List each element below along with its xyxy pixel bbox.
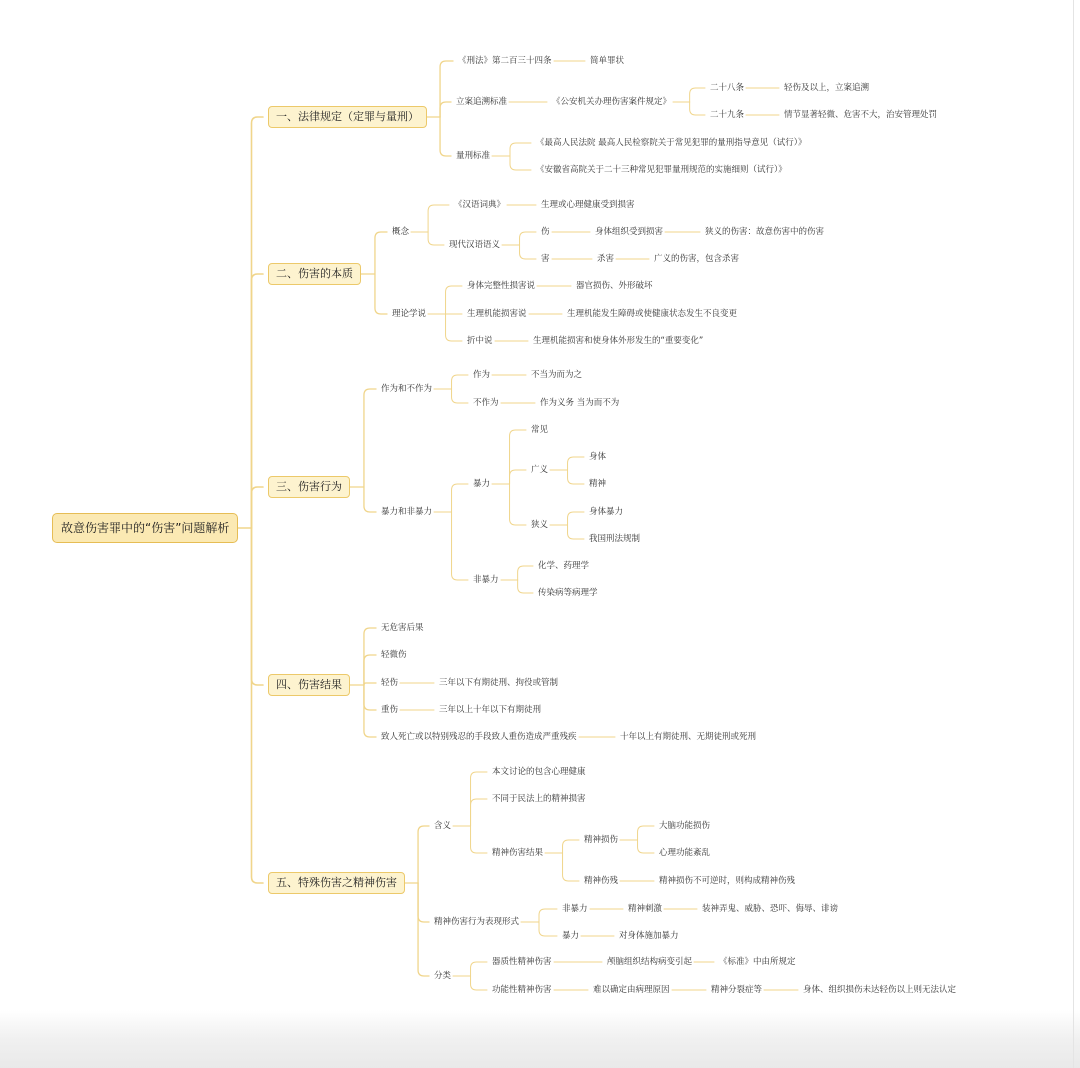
- topic-node-3-4[interactable]: 致人死亡或以特别残忍的手段致人重伤造成严重残疾: [381, 732, 577, 742]
- topic-node-3-2-0[interactable]: 三年以下有期徒刑、拘役或管制: [439, 678, 559, 688]
- topic-node-1[interactable]: 二、伤害的本质: [268, 263, 361, 285]
- topic-node-4-1[interactable]: 精神伤害行为表现形式: [434, 917, 520, 927]
- connector-3-3: [364, 685, 376, 710]
- topic-node-2-0-0[interactable]: 作为: [473, 370, 491, 380]
- topic-node-4-0-1[interactable]: 不同于民法上的精神损害: [492, 794, 586, 804]
- topic-node-4-2-0-0-0[interactable]: 《标准》中由所规定: [719, 957, 796, 967]
- connector-2-1-0-1-1: [568, 470, 584, 484]
- topic-node-3-3[interactable]: 重伤: [381, 705, 399, 715]
- topic-node-1-1-0[interactable]: 身体完整性损害说: [467, 281, 536, 291]
- topic-node-0-0-0[interactable]: 简单罪状: [590, 56, 625, 66]
- connector-4-0-2-0-0: [638, 826, 654, 840]
- topic-node-2-0[interactable]: 作为和不作为: [381, 384, 433, 394]
- connector-1-0-1-1: [520, 245, 536, 259]
- topic-node-1-0-1[interactable]: 现代汉语语义: [449, 240, 501, 250]
- topic-node-1-0-1-1-0[interactable]: 杀害: [597, 254, 615, 264]
- topic-node-2-0-0-0[interactable]: 不当为而为之: [531, 370, 583, 380]
- connector-1-0-0: [428, 205, 449, 232]
- connector-2-0-0: [452, 375, 468, 389]
- connector-1-0-1: [428, 232, 444, 245]
- topic-node-4-0[interactable]: 含义: [434, 821, 452, 831]
- connector-2-1-1-0: [518, 566, 533, 580]
- connector-4-1-1: [539, 922, 557, 936]
- topic-node-2-0-1[interactable]: 不作为: [473, 398, 499, 408]
- topic-node-0-1-0-1-0[interactable]: 情节显著轻微、危害不大，治安管理处罚: [784, 110, 938, 120]
- topic-node-0-1[interactable]: 立案追溯标准: [456, 97, 508, 107]
- connector-3: [252, 528, 264, 685]
- connector-1-1-2: [446, 314, 462, 341]
- topic-node-2-1-1[interactable]: 非暴力: [473, 575, 499, 585]
- connector-2-0-1: [452, 389, 468, 403]
- topic-node-3[interactable]: 四、伤害结果: [268, 674, 350, 696]
- connector-0-2: [440, 117, 451, 156]
- topic-node-1-1[interactable]: 理论学说: [392, 309, 427, 319]
- connector-2-1-0-1-0: [568, 457, 584, 470]
- connector-1-1-0: [446, 286, 462, 314]
- topic-node-4-2-1-0[interactable]: 难以确定由病理原因: [593, 985, 670, 995]
- connector-4-0-1: [471, 799, 487, 826]
- connector-4-1-0: [539, 909, 557, 922]
- topic-node-2-1-0-2[interactable]: 狭义: [531, 520, 549, 530]
- connector-0-1-0-1: [690, 102, 705, 115]
- topic-node-4-0-2-1[interactable]: 精神伤残: [584, 876, 619, 886]
- connector-0: [252, 117, 264, 528]
- connector-4-0-2-0-1: [638, 840, 654, 853]
- connector-2-1-0: [452, 484, 468, 512]
- topic-node-1-1-1-0[interactable]: 生理机能发生障碍或使健康状态发生不良变更: [567, 309, 738, 319]
- root-topic[interactable]: 故意伤害罪中的“伤害”问题解析: [52, 513, 238, 543]
- topic-node-4-0-2-0-0[interactable]: 大脑功能损伤: [659, 821, 711, 831]
- topic-node-0-2-0[interactable]: 《最高人民法院 最高人民检察院关于常见犯罪的量刑指导意见（试行）》: [536, 138, 807, 148]
- topic-node-1-0-1-1-0-0[interactable]: 广义的伤害，包含杀害: [654, 254, 740, 264]
- topic-node-4-0-0[interactable]: 本文讨论的包含心理健康: [492, 767, 586, 777]
- connector-1-0-1-0: [520, 232, 536, 245]
- connector-2-1-0-2-1: [568, 525, 584, 539]
- connector-2: [252, 487, 264, 528]
- connector-4-2: [418, 883, 429, 976]
- topic-node-4-1-0-0-0[interactable]: 装神弄鬼、威胁、恐吓、侮辱、诽谤: [702, 904, 839, 914]
- topic-node-1-1-1[interactable]: 生理机能损害说: [467, 309, 527, 319]
- connector-3-4: [364, 685, 376, 737]
- topic-node-2-1-0[interactable]: 暴力: [473, 479, 491, 489]
- topic-node-4-0-2-1-0[interactable]: 精神损伤不可逆时，则构成精神伤残: [659, 876, 796, 886]
- connector-2-1-0-2-0: [568, 512, 584, 525]
- topic-node-3-1[interactable]: 轻微伤: [381, 650, 407, 660]
- topic-node-1-0[interactable]: 概念: [392, 227, 410, 237]
- topic-node-2-1-1-0[interactable]: 化学、药理学: [538, 561, 590, 571]
- topic-node-2-1-0-0[interactable]: 常见: [531, 425, 549, 435]
- connector-4-1: [418, 883, 429, 922]
- topic-node-4-2-0-0[interactable]: 颅脑组织结构病变引起: [607, 957, 693, 967]
- topic-node-3-2[interactable]: 轻伤: [381, 678, 399, 688]
- connector-0-1: [440, 102, 451, 117]
- connector-4: [252, 528, 264, 883]
- topic-node-0[interactable]: 一、法律规定（定罪与量刑）: [268, 106, 427, 128]
- connector-4-2-1: [471, 976, 487, 990]
- topic-node-1-0-0-0[interactable]: 生理或心理健康受到损害: [541, 200, 635, 210]
- topic-node-4-0-2-0-1[interactable]: 心理功能紊乱: [659, 848, 711, 858]
- connector-4-0-2-1: [563, 853, 579, 881]
- topic-node-3-3-0[interactable]: 三年以上十年以下有期徒刑: [439, 705, 542, 715]
- connector-0-0: [440, 61, 453, 117]
- connector-1-1: [375, 274, 387, 314]
- topic-node-4-2-1[interactable]: 功能性精神伤害: [492, 985, 552, 995]
- topic-node-2-0-1-0[interactable]: 作为义务 当为而不为: [540, 398, 620, 408]
- topic-node-2-1[interactable]: 暴力和非暴力: [381, 507, 433, 517]
- topic-node-2-1-0-2-0[interactable]: 身体暴力: [589, 507, 624, 517]
- topic-node-4-1-1[interactable]: 暴力: [562, 931, 580, 941]
- connector-4-2-0: [471, 962, 487, 976]
- topic-node-4-2-1-0-0-0[interactable]: 身体、组织损伤未达轻伤以上则无法认定: [803, 985, 957, 995]
- connector-2-0: [364, 389, 376, 487]
- connector-3-1: [364, 655, 376, 685]
- topic-node-2[interactable]: 三、伤害行为: [268, 476, 350, 498]
- topic-node-2-1-0-1-0[interactable]: 身体: [589, 452, 607, 462]
- topic-node-1-0-1-1[interactable]: 害: [541, 254, 550, 264]
- topic-node-4[interactable]: 五、特殊伤害之精神伤害: [268, 872, 405, 894]
- topic-node-1-0-1-0[interactable]: 伤: [541, 227, 550, 237]
- topic-node-1-1-2[interactable]: 折中说: [467, 336, 493, 346]
- topic-node-2-1-0-1-1[interactable]: 精神: [589, 479, 607, 489]
- topic-node-4-2-0[interactable]: 器质性精神伤害: [492, 957, 552, 967]
- connector-1: [252, 274, 264, 528]
- topic-node-2-1-1-1[interactable]: 传染病等病理学: [538, 588, 598, 598]
- connector-0-2-1: [510, 156, 531, 170]
- topic-node-0-1-0[interactable]: 《公安机关办理伤害案件规定》: [552, 97, 672, 107]
- connector-2-1-0-2: [510, 484, 526, 525]
- connector-4-0-2-0: [563, 840, 579, 853]
- topic-node-1-1-0-0[interactable]: 器官损伤、外形破坏: [576, 281, 653, 291]
- topic-node-0-1-0-0-0[interactable]: 轻伤及以上，立案追溯: [784, 83, 870, 93]
- connector-4-0-2: [471, 826, 487, 853]
- topic-node-0-1-0-0[interactable]: 二十八条: [710, 83, 745, 93]
- connector-0-2-0: [510, 143, 531, 156]
- connector-4-0: [418, 826, 429, 883]
- connector-3-2: [364, 683, 376, 685]
- topic-node-0-0[interactable]: 《刑法》第二百三十四条: [458, 56, 552, 66]
- topic-node-3-4-0[interactable]: 十年以上有期徒刑、无期徒刑或死刑: [620, 732, 757, 742]
- topic-node-4-2-1-0-0[interactable]: 精神分裂症等: [711, 985, 763, 995]
- topic-node-4-0-2[interactable]: 精神伤害结果: [492, 848, 544, 858]
- topic-node-0-2-1[interactable]: 《安徽省高院关于二十三种常见犯罪量刑规范的实施细则（试行）》: [536, 165, 787, 175]
- topic-node-1-0-0[interactable]: 《汉语词典》: [454, 200, 506, 210]
- topic-node-0-2[interactable]: 量刑标准: [456, 151, 491, 161]
- topic-node-4-1-0-0[interactable]: 精神刺激: [628, 904, 663, 914]
- topic-node-2-1-0-1[interactable]: 广义: [531, 465, 549, 475]
- connector-2-1-1: [452, 512, 468, 580]
- topic-node-0-1-0-1[interactable]: 二十九条: [710, 110, 745, 120]
- topic-node-4-0-2-0[interactable]: 精神损伤: [584, 835, 619, 845]
- topic-node-4-1-0[interactable]: 非暴力: [562, 904, 588, 914]
- topic-node-4-2[interactable]: 分类: [434, 971, 452, 981]
- topic-node-1-0-1-0-0[interactable]: 身体组织受到损害: [595, 227, 664, 237]
- topic-node-1-0-1-0-0-0[interactable]: 狭义的伤害：故意伤害中的伤害: [705, 227, 825, 237]
- connector-0-1-0-0: [690, 88, 705, 102]
- topic-node-3-0[interactable]: 无危害后果: [381, 623, 424, 633]
- topic-node-4-1-1-0[interactable]: 对身体施加暴力: [619, 931, 679, 941]
- topic-node-1-1-2-0[interactable]: 生理机能损害和使身体外形发生的“重要变化”: [533, 336, 704, 346]
- connector-2-1: [364, 487, 376, 512]
- connector-2-1-1-1: [518, 580, 533, 593]
- connector-1-0: [375, 232, 387, 274]
- connector-2-1-0-0: [510, 430, 526, 484]
- topic-node-2-1-0-2-1[interactable]: 我国刑法规制: [589, 534, 641, 544]
- page-edge-divider: [1073, 0, 1074, 1068]
- connector-2-1-0-1: [510, 470, 526, 484]
